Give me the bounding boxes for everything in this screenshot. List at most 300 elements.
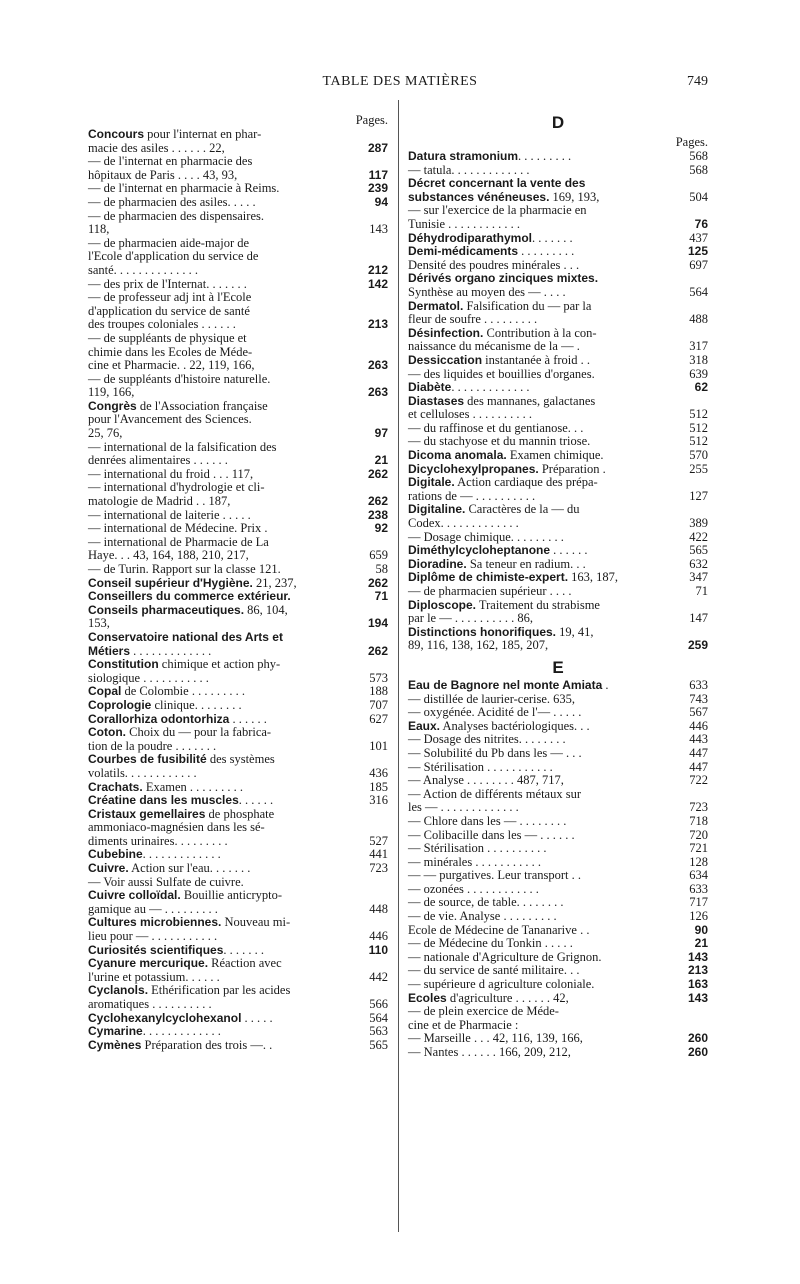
entry-text: [408, 435, 668, 449]
index-entry: [408, 842, 708, 856]
index-entry: [408, 395, 708, 422]
entry-body: Réaction avec l'urine et potassium. . . . . .: [88, 956, 282, 984]
entry-text: [408, 422, 668, 436]
section-letter-d: D: [551, 113, 565, 132]
page-header: [0, 74, 800, 94]
entry-page-number: 260: [687, 1031, 708, 1046]
entry-heading: Congrès: [88, 398, 137, 413]
entry-page-number: 212: [367, 262, 388, 277]
entry-body: — supérieure d agriculture coloniale.: [408, 977, 595, 992]
entry-text: [88, 155, 348, 182]
index-entry: [88, 468, 388, 482]
entry-text: [88, 291, 348, 332]
entry-heading: Dicoma anomala.: [408, 448, 507, 463]
entry-text: [88, 196, 348, 210]
entry-text: [408, 829, 668, 843]
entry-heading: Constitution: [88, 657, 159, 672]
entry-text: [408, 992, 668, 1006]
index-entry: [408, 883, 708, 897]
index-entry: [88, 509, 388, 523]
entry-text: [88, 536, 348, 563]
index-entry: [88, 481, 388, 508]
entry-body: — Chlore dans les — . . . . . . . .: [408, 813, 567, 828]
index-entry: [408, 476, 708, 503]
entry-body: — Marseille . . . 42, 116, 139, 166,: [408, 1031, 583, 1046]
entry-page-number: 448: [369, 901, 388, 916]
entry-page-number: 238: [367, 507, 388, 522]
entry-page-number: 347: [689, 570, 708, 585]
entry-page-number: 564: [689, 284, 708, 299]
entry-page-number: 262: [367, 575, 388, 590]
entry-body: — de vie. Analyse . . . . . . . . .: [408, 909, 557, 924]
entry-text: [88, 1012, 348, 1026]
left-entries: [88, 128, 388, 1052]
entry-text: [408, 232, 668, 246]
entry-heading: Créatine dans les muscles: [88, 793, 239, 808]
index-entry: [408, 815, 708, 829]
entry-text: [408, 869, 668, 883]
entry-text: [88, 631, 348, 658]
right-entries-d: [408, 150, 708, 653]
entry-body: — du raffinose et du gentianose. . .: [408, 420, 584, 435]
index-entry: [408, 1005, 708, 1032]
entry-body: — de suppléants de physique et chimie dans les Ecoles de Méde- cine et Pharmacie. . 22, 119, 166,: [88, 330, 255, 373]
index-entry: [408, 937, 708, 951]
index-entry: [88, 726, 388, 753]
entry-heading: Cymarine: [88, 1024, 143, 1039]
entry-text: [88, 373, 348, 400]
entry-body: — international de la falsification des denrées alimentaires . . . . . .: [88, 439, 277, 468]
entry-page-number: 512: [689, 420, 708, 435]
entry-body: Contribution à la con- naissance du mécanisme de la — .: [408, 325, 597, 354]
index-entry: [88, 373, 388, 400]
entry-text: [408, 761, 668, 775]
entry-body: . . . . . .: [229, 711, 267, 726]
index-entry: [408, 259, 708, 273]
entry-body: . . . . .: [241, 1010, 273, 1025]
index-entry: [408, 571, 708, 585]
entry-page-number: 570: [689, 448, 708, 463]
entry-text: [408, 693, 668, 707]
entry-text: [408, 937, 668, 951]
entry-text: [88, 509, 348, 523]
entry-body: — de professeur adj int à l'Ecole d'application du service de santé des troupes coloniales . . . . . .: [88, 290, 252, 332]
entry-body: . . . . . . . . . . . . .: [142, 1024, 221, 1039]
index-entry: [88, 522, 388, 536]
entry-page-number: 262: [367, 643, 388, 658]
entry-text: [408, 924, 668, 938]
entry-page-number: 142: [367, 276, 388, 291]
entry-text: [88, 876, 348, 890]
entry-text: [408, 883, 668, 897]
index-entry: [408, 964, 708, 978]
index-entry: [408, 381, 708, 395]
entry-body: . . . . . . .: [223, 942, 264, 957]
entry-heading: Dicyclohexylpropanes.: [408, 461, 539, 476]
entry-page-number: 143: [369, 222, 388, 237]
entry-text: [408, 978, 668, 992]
entry-body: — de Médecine du Tonkin . . . . .: [408, 936, 573, 951]
entry-page-number: 446: [369, 929, 388, 944]
entry-text: [408, 599, 668, 626]
index-entry: [408, 245, 708, 259]
entry-body: — Action de différents métaux sur les — . . . . . . . . . . . . .: [408, 786, 581, 815]
entry-body: Action sur l'eau. . . . . . .: [128, 861, 251, 876]
entry-heading: Conseil supérieur d'Hygiène.: [88, 575, 253, 590]
entry-text: [408, 626, 668, 653]
index-entry: [408, 679, 708, 693]
index-entry: [408, 774, 708, 788]
entry-page-number: 262: [367, 494, 388, 509]
entry-page-number: 718: [689, 813, 708, 828]
index-entry: [88, 128, 388, 155]
entry-body: — de suppléants d'histoire naturelle. 119, 166,: [88, 371, 271, 400]
entry-page-number: 71: [374, 589, 388, 604]
entry-heading: Cultures microbiennes.: [88, 915, 222, 930]
entry-body: — des prix de l'Internat. . . . . . .: [88, 276, 247, 291]
entry-body: Préparation des trois —. .: [141, 1037, 273, 1052]
entry-page-number: 239: [367, 181, 388, 196]
entry-page-number: 125: [687, 244, 708, 259]
entry-page-number: 567: [689, 705, 708, 720]
entry-page-number: 723: [689, 800, 708, 815]
entry-body: Examen chimique.: [506, 448, 604, 463]
entry-text: [88, 604, 348, 631]
entry-heading: Eau de Bagnore nel monte Amiata: [408, 677, 603, 692]
entry-heading: Conseils pharmaceutiques.: [88, 602, 245, 617]
entry-text: [408, 747, 668, 761]
entry-page-number: 437: [689, 230, 708, 245]
index-entry: [88, 984, 388, 1011]
index-entry: [88, 876, 388, 890]
entry-text: [408, 951, 668, 965]
index-entry: [88, 658, 388, 685]
index-entry: [408, 232, 708, 246]
entry-heading: Dessiccation: [408, 352, 483, 367]
index-entry: [88, 862, 388, 876]
entry-page-number: 58: [375, 562, 388, 576]
entry-page-number: 127: [689, 488, 708, 503]
entry-body: Analyses bactériologiques. . .: [440, 718, 590, 733]
entry-heading: Eaux.: [408, 718, 441, 733]
entry-text: [408, 1046, 668, 1060]
index-entry: [88, 916, 388, 943]
entry-page-number: 573: [369, 670, 388, 685]
index-entry: [88, 1025, 388, 1039]
index-entry: [408, 992, 708, 1006]
entry-body: — Dosage des nitrites. . . . . . . .: [408, 732, 566, 747]
entry-text: [408, 177, 668, 204]
entry-heading: Déhydrodiparathymol: [408, 230, 533, 245]
entry-body: Examen . . . . . . . . .: [142, 779, 244, 794]
entry-body: — de pharmacien supérieur . . . .: [408, 584, 572, 598]
entry-body: Ecole de Médecine de Tananarive . .: [408, 922, 590, 937]
entry-body: — de source, de table. . . . . . . .: [408, 895, 564, 910]
index-entry: [88, 957, 388, 984]
index-entry: [408, 856, 708, 870]
entry-body: — international de laiterie . . . . .: [88, 507, 251, 522]
entry-page-number: 262: [367, 466, 388, 481]
index-entry: [408, 422, 708, 436]
entry-heading: Curiosités scientifiques: [88, 942, 224, 957]
column-divider: [398, 100, 399, 1232]
entry-body: Préparation .: [538, 461, 606, 476]
entry-text: [408, 733, 668, 747]
entry-page-number: 143: [687, 990, 708, 1005]
entry-body: pour l'internat en phar- macie des asiles . . . . . . 22,: [88, 127, 262, 155]
entry-body: Choix du — pour la fabrica- tion de la poudre . . . . . . .: [88, 725, 272, 753]
index-entry: [408, 599, 708, 626]
index-entry: [408, 733, 708, 747]
index-entry: [408, 869, 708, 883]
index-entry: [88, 781, 388, 795]
entry-body: — Analyse . . . . . . . . 487, 717,: [408, 773, 564, 788]
index-entry: [88, 536, 388, 563]
entry-page-number: 564: [369, 1010, 388, 1025]
entry-body: . . . . . . .: [532, 230, 573, 245]
entry-text: [88, 862, 348, 876]
index-entry: [408, 503, 708, 530]
entry-text: [88, 468, 348, 482]
entry-heading: Cubebine: [88, 847, 143, 862]
entry-page-number: 633: [689, 881, 708, 896]
entry-heading: Cymènes: [88, 1037, 142, 1052]
entry-page-number: 117: [368, 167, 388, 182]
index-entry: [88, 699, 388, 713]
entry-heading: Concours: [88, 127, 145, 141]
entry-body: — minérales . . . . . . . . . . .: [408, 854, 541, 869]
entry-page-number: 659: [369, 548, 388, 563]
entry-text: [88, 210, 348, 237]
entry-text: [88, 957, 348, 984]
entry-page-number: 488: [689, 312, 708, 327]
index-entry: [408, 449, 708, 463]
entry-page-number: 194: [367, 616, 388, 631]
entry-text: [408, 910, 668, 924]
entry-body: — sur l'exercice de la pharmacie en Tunisie . . . . . . . . . . . .: [408, 203, 587, 231]
index-entry: [88, 278, 388, 292]
entry-page-number: 568: [689, 149, 708, 163]
entry-heading: Distinctions honorifiques.: [408, 624, 557, 639]
entry-body: . . . . . . . . . . . . .: [130, 643, 212, 658]
entry-text: [408, 476, 668, 503]
index-entry: [408, 693, 708, 707]
index-entry: [88, 1039, 388, 1053]
entry-page-number: 443: [689, 732, 708, 747]
entry-text: [408, 706, 668, 720]
index-entry: [88, 889, 388, 916]
entry-heading: Diabète: [408, 380, 452, 395]
entry-heading: Diploscope.: [408, 597, 477, 612]
entry-page-number: 566: [369, 997, 388, 1011]
entry-page-number: 446: [689, 718, 708, 733]
running-title: TABLE DES MATIÈRES: [322, 74, 478, 89]
entry-text: [88, 699, 348, 713]
entry-body: . . . . . . . . .: [518, 244, 575, 259]
entry-page-number: 442: [369, 969, 388, 984]
entry-heading: Diplôme de chimiste-expert.: [408, 570, 569, 585]
entry-page-number: 185: [369, 779, 388, 794]
entry-page-number: 316: [369, 793, 388, 808]
entry-text: [88, 944, 348, 958]
index-entry: [88, 332, 388, 373]
entry-heading: Cuivre.: [88, 861, 129, 876]
entry-body: Densité des poudres minérales . . .: [408, 257, 580, 272]
index-entry: [408, 910, 708, 924]
index-entry: [408, 720, 708, 734]
entry-body: Synthèse au moyen des — . . . .: [408, 284, 566, 299]
index-entry: [88, 400, 388, 441]
index-entry: [408, 272, 708, 299]
entry-body: Caractères de la — du Codex. . . . . . . . . . . . .: [408, 502, 580, 531]
entry-heading: Datura stramonium: [408, 149, 519, 163]
entry-page-number: 71: [695, 584, 708, 598]
entry-body: — de l'internat en pharmacie à Reims.: [88, 181, 280, 196]
entry-body: instantanée à froid . .: [482, 352, 590, 367]
page-number: 749: [687, 74, 708, 89]
entry-body: — de pharmacien des asiles. . . . .: [88, 194, 256, 209]
entry-body: . . . . . .: [550, 543, 588, 558]
entry-text: [408, 815, 668, 829]
entry-page-number: 259: [687, 638, 708, 653]
index-entry: [88, 210, 388, 237]
entry-body: — du service de santé militaire. . .: [408, 963, 580, 978]
entry-text: [88, 808, 348, 849]
entry-text: [88, 889, 348, 916]
entry-text: [88, 916, 348, 943]
entry-text: [408, 381, 668, 395]
index-entry: [88, 155, 388, 182]
entry-text: [408, 164, 668, 178]
entry-page-number: 632: [689, 556, 708, 571]
index-entry: [408, 1046, 708, 1060]
index-entry: [408, 354, 708, 368]
entry-text: [408, 503, 668, 530]
index-entry: [88, 1012, 388, 1026]
entry-page-number: 634: [689, 868, 708, 883]
entry-body: — Dosage chimique. . . . . . . . .: [408, 529, 564, 544]
entry-text: [88, 726, 348, 753]
entry-body: 19, 41, 89, 116, 138, 162, 185, 207,: [408, 624, 594, 653]
entry-heading: Courbes de fusibilité: [88, 752, 207, 767]
entry-page-number: 97: [374, 426, 388, 441]
entry-body: de Colombie . . . . . . . . .: [121, 684, 245, 699]
entry-text: [408, 300, 668, 327]
entry-page-number: 263: [367, 385, 388, 400]
entry-body: — international de Pharmacie de La Haye. . . 43, 164, 188, 210, 217,: [88, 534, 269, 563]
index-entry: [408, 1032, 708, 1046]
entry-page-number: 128: [689, 854, 708, 869]
entry-body: Sa teneur en radium. . .: [466, 556, 586, 571]
entry-page-number: 147: [689, 611, 708, 626]
pages-label: Pages.: [675, 135, 708, 149]
entry-page-number: 163: [687, 977, 708, 992]
left-column: [88, 112, 388, 1052]
index-entry: [408, 951, 708, 965]
entry-page-number: 639: [689, 366, 708, 381]
entry-heading: Crachats.: [88, 779, 143, 794]
entry-page-number: 723: [369, 861, 388, 876]
entry-text: [88, 182, 348, 196]
index-entry: [408, 896, 708, 910]
pages-label: Pages.: [355, 113, 388, 127]
entry-page-number: 255: [689, 461, 708, 476]
entry-body: de phosphate ammoniaco-magnésien dans les sé- diments urinaires. . . . . . . . .: [88, 806, 275, 848]
entry-text: [88, 128, 348, 155]
index-entry: [88, 563, 388, 577]
entry-text: [408, 585, 668, 599]
entry-body: 163, 187,: [568, 570, 619, 585]
entry-page-number: 92: [374, 521, 388, 536]
entry-text: [408, 679, 668, 693]
entry-page-number: 21: [694, 936, 708, 951]
entry-heading: Copal: [88, 684, 122, 699]
entry-body: Nouveau mi- lieu pour — . . . . . . . . . . .: [88, 915, 291, 944]
entry-text: [408, 368, 668, 382]
entry-page-number: 565: [369, 1037, 388, 1052]
entry-text: [88, 1039, 348, 1053]
index-entry: [408, 544, 708, 558]
entry-text: [408, 856, 668, 870]
entry-page-number: 213: [687, 963, 708, 978]
entry-text: [88, 984, 348, 1011]
entry-heading: Désinfection.: [408, 325, 484, 340]
entry-body: 169, 193,: [549, 189, 600, 204]
entry-page-number: 101: [369, 738, 388, 753]
entry-body: — distillée de laurier-cerise. 635,: [408, 691, 576, 706]
entry-heading: Coton.: [88, 725, 126, 740]
index-entry: [408, 204, 708, 231]
index-entry: [88, 794, 388, 808]
entry-body: des systèmes volatils. . . . . . . . . . . .: [88, 752, 275, 780]
entry-text: [408, 245, 668, 259]
entry-page-number: 422: [689, 529, 708, 544]
index-entry: [408, 177, 708, 204]
entry-page-number: 76: [694, 216, 708, 231]
entry-text: [408, 720, 668, 734]
index-entry: [88, 631, 388, 658]
entry-text: [88, 685, 348, 699]
entry-heading: Conseillers du commerce extérieur.: [88, 589, 291, 604]
entry-text: [408, 774, 668, 788]
entry-page-number: 633: [689, 677, 708, 692]
index-entry: [408, 706, 708, 720]
entry-body: d'agriculture . . . . . . 42,: [446, 990, 569, 1005]
entry-body: chimique et action phy- siologique . . . . . . . . . . .: [88, 657, 281, 685]
entry-body: — Stérilisation . . . . . . . . . . .: [408, 759, 553, 774]
entry-page-number: 317: [689, 339, 708, 354]
entry-body: — Colibacille dans les — . . . . . .: [408, 827, 575, 842]
entry-body: 86, 104, 153,: [88, 602, 288, 631]
entry-body: — international du froid . . . 117,: [88, 466, 254, 481]
entry-page-number: 126: [689, 909, 708, 924]
entry-page-number: 722: [689, 773, 708, 788]
entry-body: Bouillie anticrypto- gamique au — . . . . . . . . .: [88, 888, 283, 916]
entry-text: [408, 544, 668, 558]
entry-body: — de pharmacien aide-major de l'Ecole d'application du service de santé. . . . . . . . . . . . . .: [88, 235, 259, 277]
entry-heading: Cuivre colloïdal.: [88, 888, 181, 903]
entry-text: [408, 259, 668, 273]
entry-page-number: 447: [689, 745, 708, 760]
entry-body: — ozonées . . . . . . . . . . . .: [408, 881, 539, 896]
right-column: [408, 112, 708, 1060]
index-entry: [408, 558, 708, 572]
entry-body: — nationale d'Agriculture de Grignon.: [408, 949, 602, 964]
index-entry: [88, 604, 388, 631]
entry-page-number: 447: [689, 759, 708, 774]
entry-body: Traitement du strabisme par le — . . . . . . . . . . 86,: [408, 597, 600, 626]
entry-page-number: 717: [689, 895, 708, 910]
